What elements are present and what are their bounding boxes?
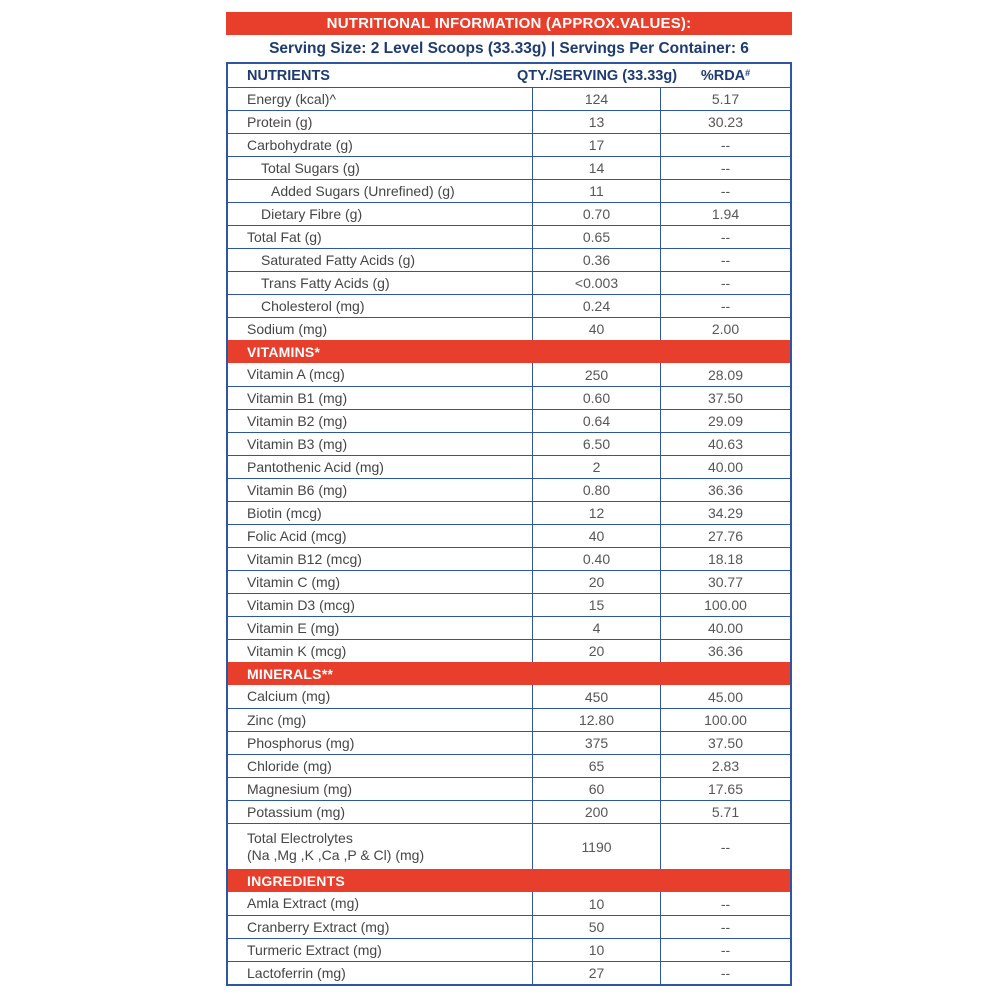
qty-value: 11 <box>533 180 661 202</box>
nutrient-name: Vitamin A (mcg) <box>247 366 345 382</box>
qty-value: 15 <box>533 594 661 616</box>
rda-value: -- <box>720 919 731 935</box>
qty-value: 40 <box>533 525 661 547</box>
nutrient-name-cell <box>228 571 533 593</box>
qty-value: 12.80 <box>533 709 661 731</box>
rda-value: -- <box>720 838 731 855</box>
qty-value: 0.40 <box>533 548 661 570</box>
nutrient-name-cell <box>228 525 533 547</box>
qty-value: 375 <box>533 732 661 754</box>
nutrient-name-cell <box>228 479 533 501</box>
table-row <box>228 685 790 708</box>
rda-value: 29.09 <box>707 413 744 429</box>
qty-value: 0.70 <box>533 203 661 225</box>
section-header-vitamins <box>228 340 790 363</box>
nutrient-name: Biotin (mcg) <box>247 504 322 521</box>
col-header-rda: %RDA # <box>700 67 751 84</box>
page-title: NUTRITIONAL INFORMATION (APPROX.VALUES): <box>326 15 692 32</box>
rda-value: -- <box>720 275 731 291</box>
rda-value: 27.76 <box>707 528 744 544</box>
table-row <box>228 754 790 777</box>
nutrient-name-cell <box>228 617 533 639</box>
rda-value: -- <box>720 252 731 268</box>
qty-value: 0.60 <box>533 387 661 409</box>
table-row <box>228 524 790 547</box>
qty-value: 1190 <box>533 824 661 869</box>
qty-value: 0.65 <box>533 226 661 248</box>
qty-value: 50 <box>533 916 661 938</box>
table-row <box>228 823 790 869</box>
table-row <box>228 386 790 409</box>
qty-value: 0.64 <box>533 410 661 432</box>
nutrient-name-cell <box>228 111 533 133</box>
table-row <box>228 87 790 110</box>
nutrient-name-cell <box>228 732 533 754</box>
table-row <box>228 800 790 823</box>
nutrient-name: Trans Fatty Acids (g) <box>261 274 390 291</box>
rda-value: 5.71 <box>711 804 740 820</box>
table-row <box>228 271 790 294</box>
nutrient-name-cell <box>228 801 533 823</box>
nutrient-name-cell <box>228 272 533 294</box>
nutrient-name: Vitamin B3 (mg) <box>247 435 348 452</box>
table-row <box>228 570 790 593</box>
nutrient-name-cell <box>228 387 533 409</box>
nutrient-name: Folic Acid (mcg) <box>247 527 347 544</box>
nutrient-name: Lactoferrin (mg) <box>247 964 346 981</box>
rda-value: 36.36 <box>707 643 744 659</box>
nutrient-name: Energy (kcal)^ <box>247 90 337 107</box>
rda-value: 40.63 <box>707 436 744 452</box>
nutrient-name-cell <box>228 88 533 110</box>
rda-value: 100.00 <box>704 597 747 613</box>
nutrient-name: Total Fat (g) <box>247 228 322 245</box>
qty-value: 20 <box>533 571 661 593</box>
nutrient-name: Amla Extract (mg) <box>247 895 360 911</box>
nutrient-name: Sodium (mg) <box>247 320 328 337</box>
nutrient-name: Pantothenic Acid (mg) <box>247 458 384 475</box>
qty-value: 6.50 <box>533 433 661 455</box>
table-row <box>228 294 790 317</box>
qty-value: 65 <box>533 755 661 777</box>
nutrient-name-cell <box>228 180 533 202</box>
section-header-ingredients <box>228 869 790 892</box>
nutrient-name-cell <box>228 363 533 386</box>
table-row <box>228 156 790 179</box>
nutrient-name-cell <box>228 134 533 156</box>
nutrient-name-cell <box>228 824 533 869</box>
qty-value: 2 <box>533 456 661 478</box>
qty-value: 200 <box>533 801 661 823</box>
rda-value: 30.23 <box>707 114 744 130</box>
qty-value: 0.36 <box>533 249 661 271</box>
qty-value: 0.24 <box>533 295 661 317</box>
table-row <box>228 915 790 938</box>
qty-value: 20 <box>533 640 661 662</box>
table-row <box>228 593 790 616</box>
rda-value: -- <box>720 137 731 153</box>
rda-value: 37.50 <box>707 390 744 406</box>
nutrient-name: Vitamin B12 (mcg) <box>247 550 362 567</box>
table-row <box>228 731 790 754</box>
nutrient-name-cell <box>228 892 533 915</box>
rda-value: 28.09 <box>707 366 744 383</box>
nutrient-name: Protein (g) <box>247 113 313 130</box>
nutrient-name-cell <box>228 226 533 248</box>
nutrient-name: Vitamin C (mg) <box>247 573 341 590</box>
nutrient-name: Potassium (mg) <box>247 803 346 820</box>
table-row <box>228 892 790 915</box>
nutrient-name: Magnesium (mg) <box>247 780 353 797</box>
section-header-label: VITAMINS* <box>247 343 321 360</box>
qty-value: 60 <box>533 778 661 800</box>
nutrient-name-cell <box>228 318 533 340</box>
rda-value: 40.00 <box>707 620 744 636</box>
nutrient-name-cell <box>228 548 533 570</box>
qty-value: 0.80 <box>533 479 661 501</box>
rda-value: -- <box>720 942 731 958</box>
nutrient-name: Turmeric Extract (mg) <box>247 941 382 958</box>
serving-info-text: Serving Size: 2 Level Scoops (33.33g) | Servings Per Container: 6 <box>269 40 749 57</box>
table-row <box>228 961 790 984</box>
rda-value: 5.17 <box>711 91 740 107</box>
nutrient-name: Carbohydrate (g) <box>247 136 353 153</box>
table-row <box>228 225 790 248</box>
nutrient-name-cell <box>228 640 533 662</box>
table-row <box>228 248 790 271</box>
nutrient-name: Dietary Fibre (g) <box>261 205 363 222</box>
rda-value: -- <box>720 229 731 245</box>
nutrient-name: Added Sugars (Unrefined) (g) <box>271 182 455 199</box>
rda-value: 18.18 <box>707 551 744 567</box>
table-row <box>228 708 790 731</box>
nutrient-name-cell <box>228 295 533 317</box>
table-row <box>228 639 790 662</box>
rda-value: -- <box>720 160 731 176</box>
nutrient-name-cell <box>228 203 533 225</box>
qty-value: 450 <box>533 685 661 708</box>
qty-value: 13 <box>533 111 661 133</box>
nutrient-name-cell <box>228 778 533 800</box>
rda-value: 40.00 <box>707 459 744 475</box>
nutrient-name-cell <box>228 755 533 777</box>
nutrient-name: Phosphorus (mg) <box>247 734 355 751</box>
rda-value: 36.36 <box>707 482 744 498</box>
nutrient-name: Total Sugars (g) <box>261 159 360 176</box>
qty-value: 250 <box>533 363 661 386</box>
nutrition-label <box>226 12 792 986</box>
nutrient-name: Vitamin K (mcg) <box>247 642 347 659</box>
nutrient-name-cell <box>228 916 533 938</box>
nutrient-name: Vitamin B1 (mg) <box>247 389 348 406</box>
table-row <box>228 616 790 639</box>
table-row <box>228 202 790 225</box>
nutrient-name-cell <box>228 157 533 179</box>
nutrient-name-cell <box>228 249 533 271</box>
col-header-qty: QTY./SERVING (33.33g) <box>516 67 678 84</box>
table-row <box>228 133 790 156</box>
serving-info <box>226 35 792 62</box>
nutrient-name-cell <box>228 433 533 455</box>
nutrient-name: Cholesterol (mg) <box>261 297 365 314</box>
nutrient-name: Cranberry Extract (mg) <box>247 918 390 935</box>
table-row <box>228 363 790 386</box>
rda-value: 1.94 <box>711 206 740 222</box>
rda-value: -- <box>720 965 731 981</box>
section-header-minerals <box>228 662 790 685</box>
nutrient-name-line2: (Na ,Mg ,K ,Ca ,P & Cl) (mg) <box>247 846 425 863</box>
nutrient-name: Chloride (mg) <box>247 757 332 774</box>
rda-value: 100.00 <box>704 712 747 728</box>
nutrient-name-cell <box>228 962 533 984</box>
nutrient-name: Vitamin D3 (mcg) <box>247 596 355 613</box>
rda-value: -- <box>720 298 731 314</box>
rda-value: 30.77 <box>707 574 744 590</box>
nutrient-name: Calcium (mg) <box>247 688 331 704</box>
qty-value: 12 <box>533 502 661 524</box>
table-row <box>228 432 790 455</box>
rda-value: 45.00 <box>707 688 744 705</box>
section-header-label: INGREDIENTS <box>247 872 345 889</box>
rda-value: 2.83 <box>711 758 740 774</box>
table-row <box>228 455 790 478</box>
nutrient-name-cell <box>228 410 533 432</box>
nutrient-name-cell <box>228 456 533 478</box>
qty-value: 10 <box>533 939 661 961</box>
qty-value: 10 <box>533 892 661 915</box>
qty-value: 14 <box>533 157 661 179</box>
rda-value: 34.29 <box>707 505 744 521</box>
table-row <box>228 478 790 501</box>
nutrient-name-cell <box>228 685 533 708</box>
qty-value: 17 <box>533 134 661 156</box>
nutrient-name-cell <box>228 709 533 731</box>
qty-value: 27 <box>533 962 661 984</box>
table-row <box>228 938 790 961</box>
table-row <box>228 317 790 340</box>
rda-value: -- <box>720 895 731 912</box>
col-header-nutrients: NUTRIENTS <box>247 67 330 84</box>
nutrition-table <box>226 62 792 986</box>
qty-value: <0.003 <box>533 272 661 294</box>
rda-value: -- <box>720 183 731 199</box>
rda-value: 17.65 <box>707 781 744 797</box>
qty-value: 124 <box>533 88 661 110</box>
table-row <box>228 777 790 800</box>
table-row <box>228 179 790 202</box>
nutrient-name: Zinc (mg) <box>247 711 307 728</box>
nutrient-name: Total Electrolytes <box>247 829 353 846</box>
rda-superscript: # <box>745 68 751 78</box>
qty-value: 40 <box>533 318 661 340</box>
table-header-row <box>228 64 790 87</box>
nutrient-name: Vitamin B2 (mg) <box>247 412 348 429</box>
section-header-label: MINERALS** <box>247 665 334 682</box>
nutrient-name: Saturated Fatty Acids (g) <box>261 251 416 268</box>
rda-value: 37.50 <box>707 735 744 751</box>
nutrient-name: Vitamin E (mg) <box>247 619 340 636</box>
table-row <box>228 409 790 432</box>
nutrient-name-cell <box>228 502 533 524</box>
table-row <box>228 547 790 570</box>
nutrient-name: Vitamin B6 (mg) <box>247 481 348 498</box>
nutrient-name-cell <box>228 594 533 616</box>
title-banner <box>226 12 792 35</box>
rda-value: 2.00 <box>711 321 740 337</box>
table-row <box>228 110 790 133</box>
table-row <box>228 501 790 524</box>
nutrient-name-cell <box>228 939 533 961</box>
qty-value: 4 <box>533 617 661 639</box>
